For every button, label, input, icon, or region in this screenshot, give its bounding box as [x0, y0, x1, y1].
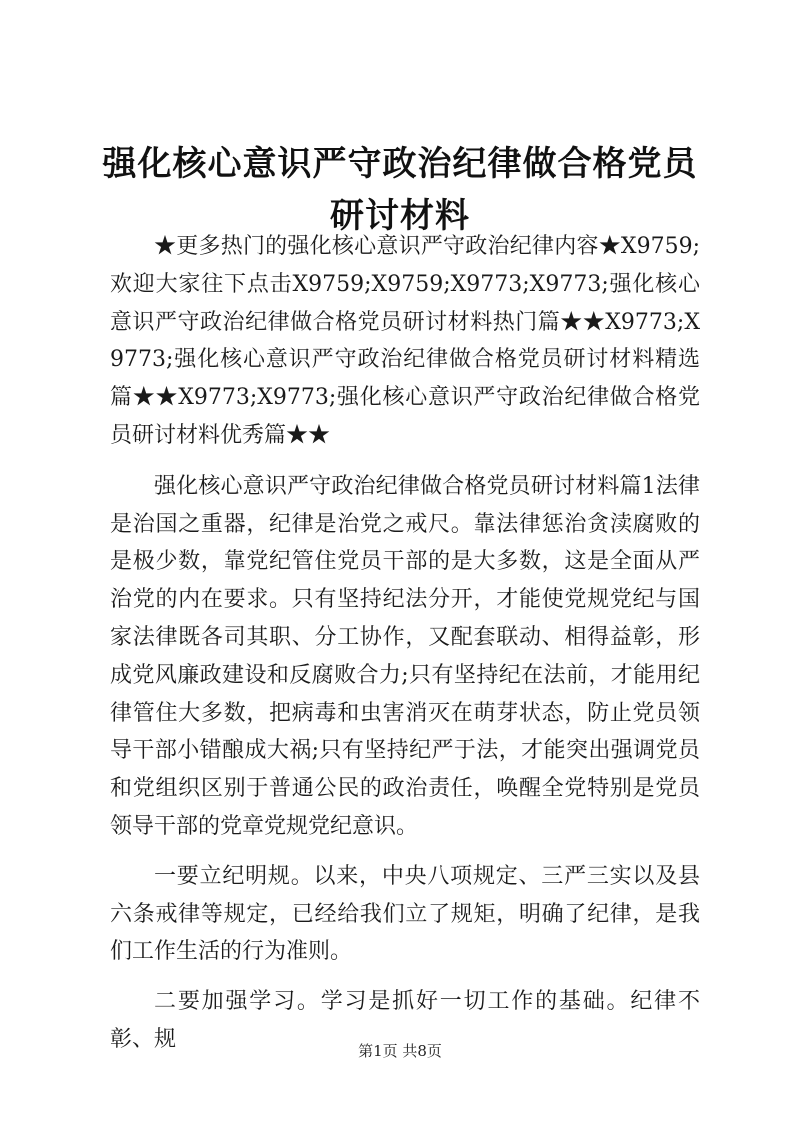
body-paragraph: 一要立纪明规。以来，中央八项规定、三严三实以及县六条戒律等规定，已经给我们立了规矩，明确了纪律，是我们工作生活的行为准则。 [110, 863, 700, 965]
document-body [110, 228, 700, 1059]
page-footer: 第1页 共8页 [358, 1042, 442, 1060]
body-paragraph: 强化核心意识严守政治纪律做合格党员研讨材料篇1法律是治国之重器，纪律是治党之戒尺。靠法律惩治贪渎腐败的是极少数，靠党纪管住党员干部的是大多数，这是全面从严治党的内在要求。只有坚持纪法分开，才能使党规党纪与国家法律既各司其职、分工协作，又配套联动、相得益彰，形成党风廉政建设和反腐败合力;只有坚持纪在法前，才能用纪律管住大多数，把病毒和虫害消灭在萌芽状态，防止党员领导干部小错酿成大祸;只有坚持纪严于法，才能突出强调党员和党组织区别于普通公民的政治责任，唤醒全党特别是党员领导干部的党章党规党纪意识。 [110, 473, 700, 839]
document-title: 强化核心意识严守政治纪律做合格党员研讨材料 [102, 144, 698, 236]
intro-paragraph: ★更多热门的强化核心意识严守政治纪律内容★X9759;欢迎大家往下点击X9759;X9759;X9773;X9773;强化核心意识严守政治纪律做合格党员研讨材料热门篇★★X9773;X9773;强化核心意识严守政治纪律做合格党员研讨材料精选篇★★X9773;X9773;强化核心意识严守政治纪律做合格党员研讨材料优秀篇★★ [110, 234, 700, 448]
body-paragraph: 二要加强学习。学习是抓好一切工作的基础。纪律不彰、规 [110, 989, 700, 1052]
